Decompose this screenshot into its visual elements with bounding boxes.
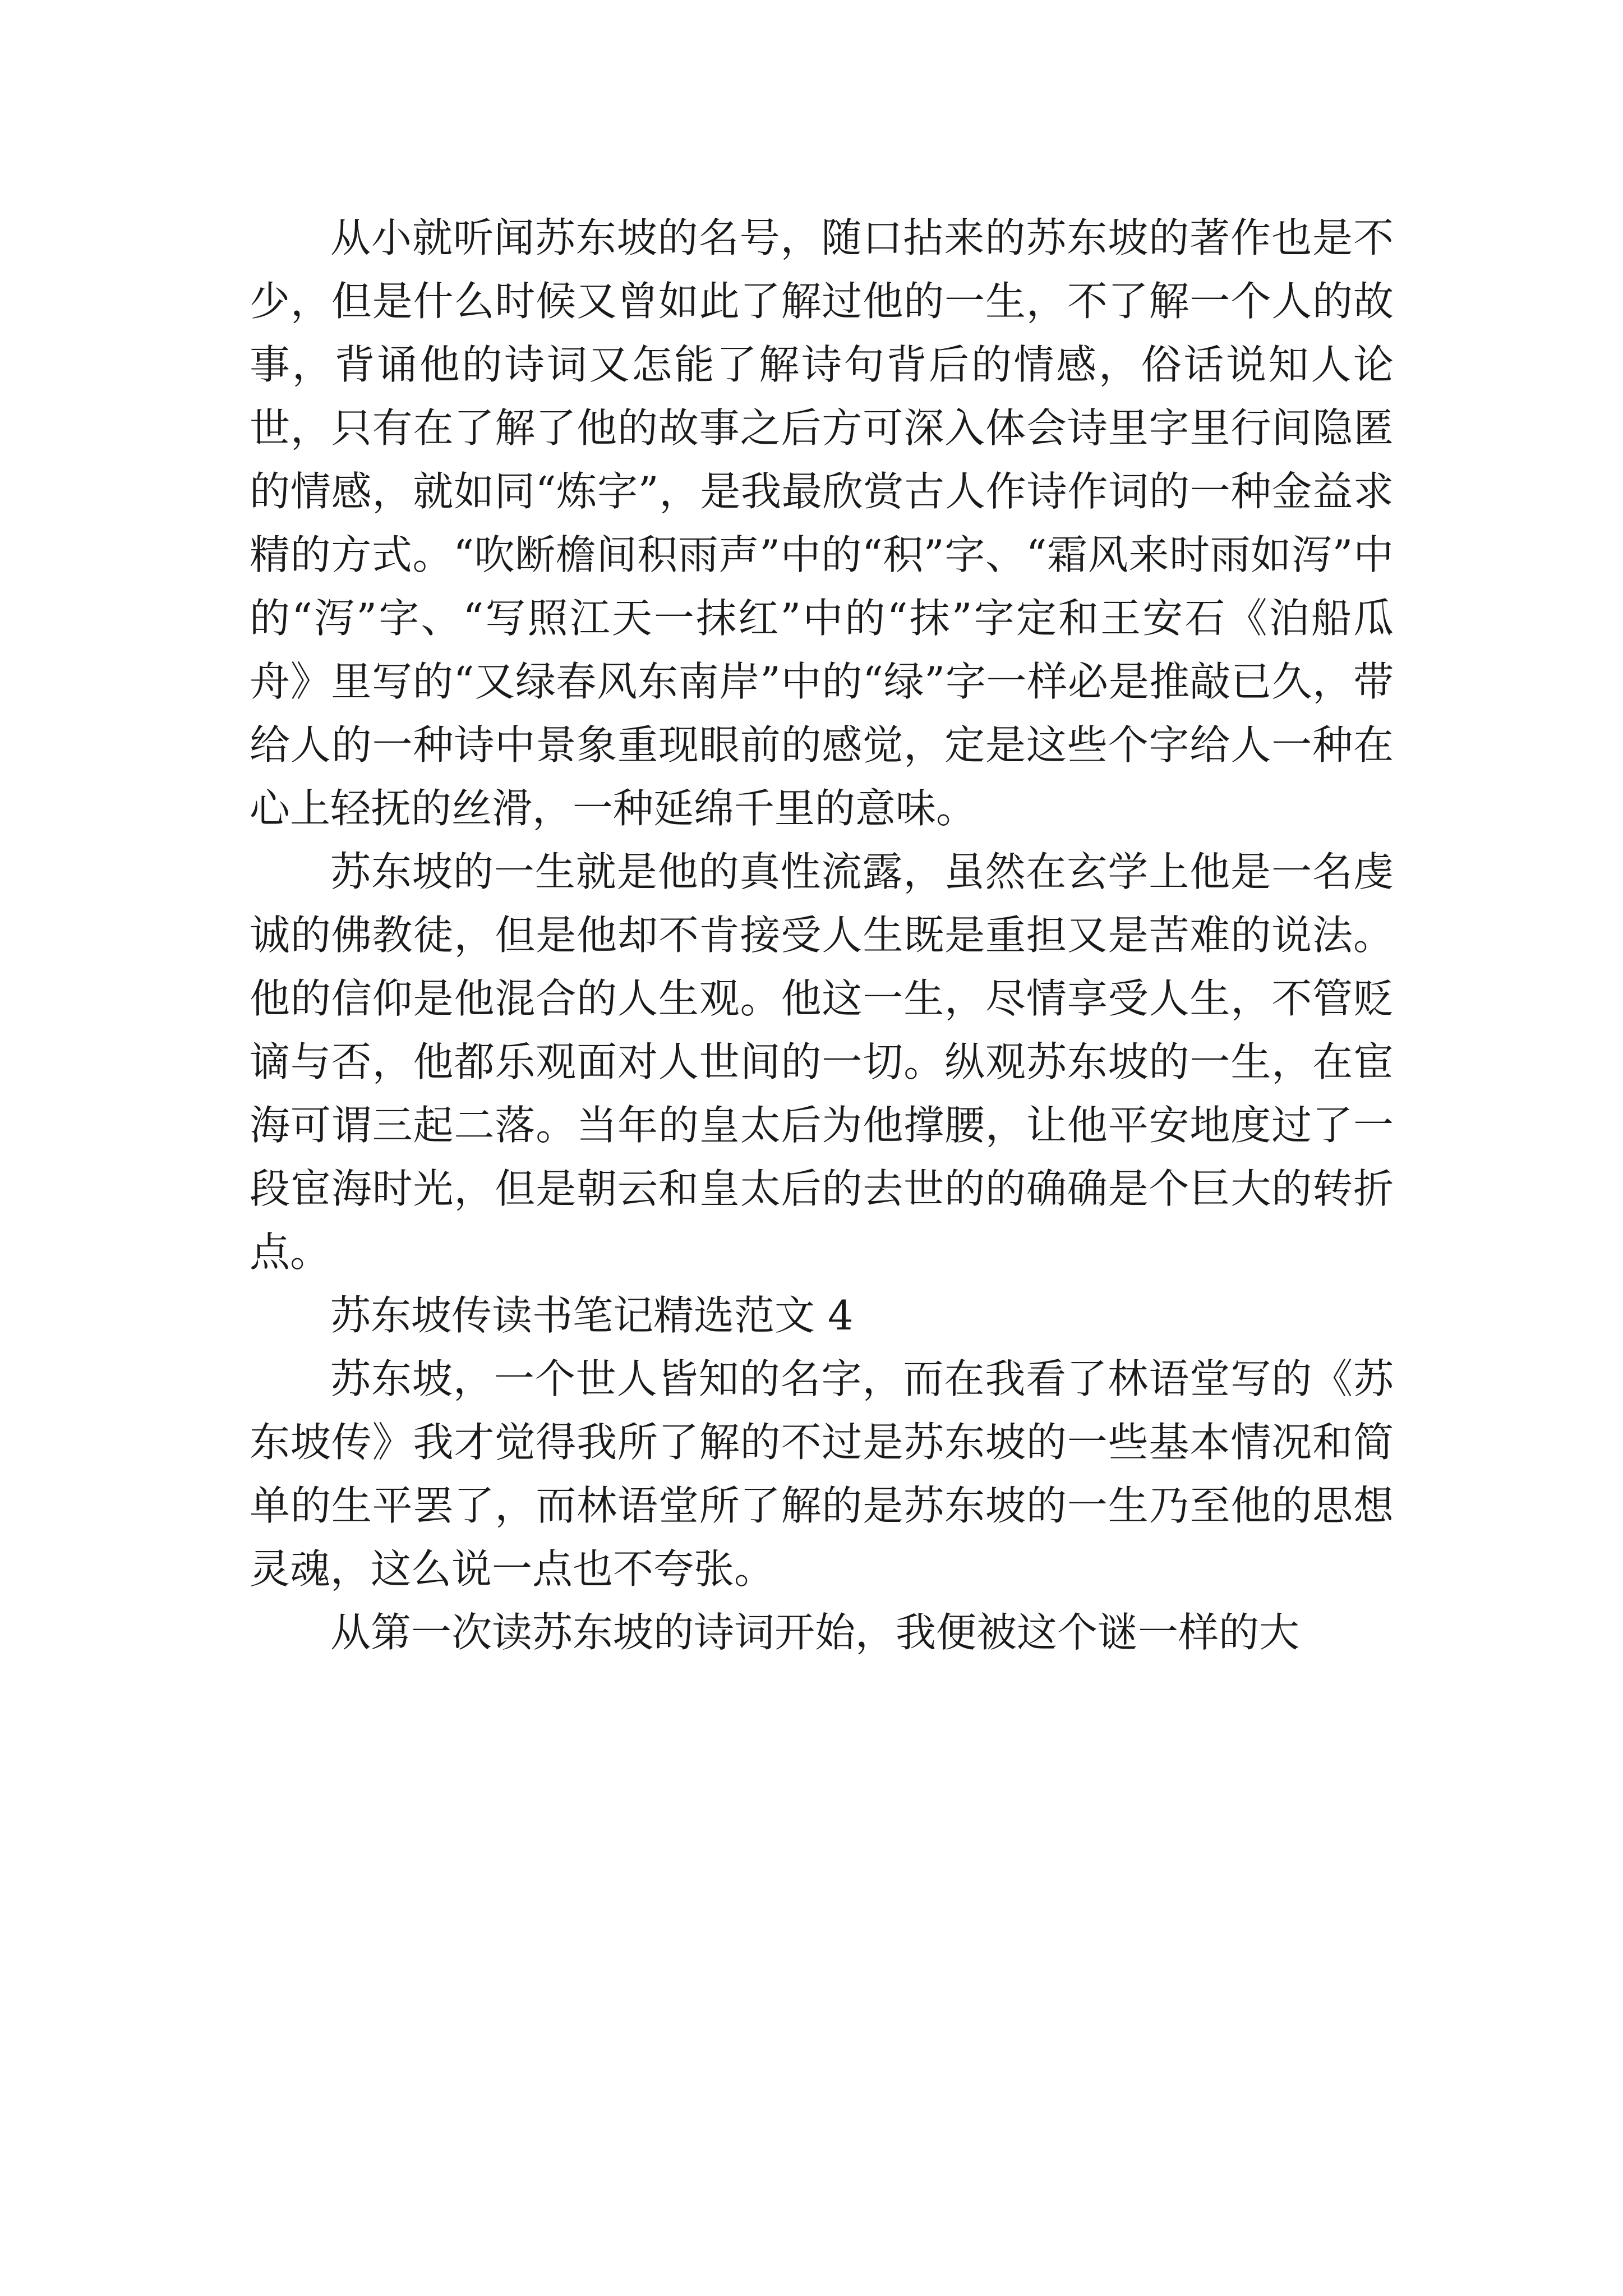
- section-heading: 苏东坡传读书笔记精选范文 4: [330, 1292, 854, 1339]
- document-body: [250, 206, 1394, 1664]
- paragraph: 从第一次读苏东坡的诗词开始，我便被这个谜一样的大: [330, 1609, 1300, 1656]
- paragraph: 从小就听闻苏东坡的名号，随口拈来的苏东坡的著作也是不少，但是什么时候又曾如此了解过他的一生，不了解一个人的故事，背诵他的诗词又怎能了解诗句背后的情感，俗话说知人论世，只有在了解了他的故事之后方可深入体会诗里字里行间隐匿的情感，就如同“炼字”，是我最欣赏古人作诗作词的一种金益求精的方式。“吹断檐间积雨声”中的“积”字、“霜风来时雨如泻”中的“泻”字、“写照江天一抹红”中的“抹”字定和王安石《泊船瓜舟》里写的“又绿春风东南岸”中的“绿”字一样必是推敲已久，带给人的一种诗中景象重现眼前的感觉，定是这些个字给人一种在心上轻抚的丝滑，一种延绵千里的意味。: [250, 214, 1394, 832]
- paragraph: 苏东坡，一个世人皆知的名字，而在我看了林语堂写的《苏东坡传》我才觉得我所了解的不过是苏东坡的一些基本情况和简单的生平罢了，而林语堂所了解的是苏东坡的一生乃至他的思想灵魂，这么说一点也不夸张。: [250, 1355, 1394, 1593]
- paragraph: 苏东坡的一生就是他的真性流露，虽然在玄学上他是一名虔诚的佛教徒，但是他却不肯接受人生既是重担又是苦难的说法。他的信仰是他混合的人生观。他这一生，尽情享受人生，不管贬谪与否，他都乐观面对人世间的一切。纵观苏东坡的一生，在宦海可谓三起二落。当年的皇太后为他撑腰，让他平安地度过了一段宦海时光，但是朝云和皇太后的去世的的确确是个巨大的转折点。: [250, 848, 1394, 1276]
